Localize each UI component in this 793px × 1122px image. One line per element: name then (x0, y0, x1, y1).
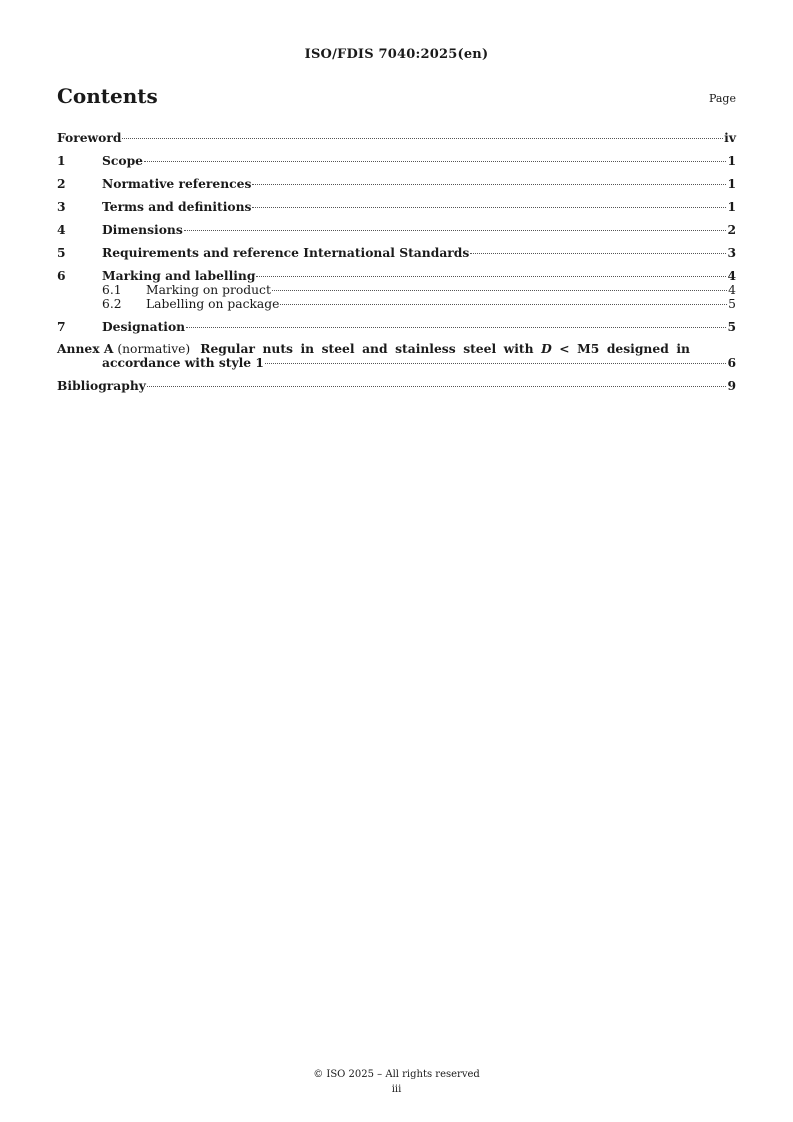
toc-entry-labelling-on-package[interactable] (57, 297, 736, 311)
annex-word: M5 (577, 341, 600, 356)
toc-entry-terms-and-definitions[interactable] (57, 199, 736, 214)
toc-entry-page: 5 (727, 319, 736, 334)
toc-entry-page: 4 (727, 268, 736, 283)
annex-word: designed (606, 341, 669, 356)
dot-leader (186, 327, 726, 328)
toc-entry-number: 6 (57, 268, 66, 283)
toc-entry-title: Labelling on package (146, 297, 280, 311)
annex-title-line-2: accordance with style 1 (102, 355, 264, 370)
toc-entry-title: Bibliography (57, 378, 146, 393)
dot-leader (147, 386, 727, 387)
toc-entry-annex-a[interactable] (57, 342, 736, 370)
toc-entry-page: 6 (727, 355, 736, 370)
toc-entry-designation[interactable] (57, 319, 736, 334)
dot-leader (272, 290, 727, 291)
dot-leader (470, 253, 726, 254)
toc-entry-bibliography[interactable] (57, 378, 736, 393)
toc-entry-title: Marking on product (146, 283, 271, 297)
page-footer (0, 1067, 793, 1097)
toc-entry-page: 1 (727, 153, 736, 168)
toc-entry-number: 5 (57, 245, 66, 260)
toc-entry-page: 3 (727, 245, 736, 260)
annex-word: steel (321, 341, 355, 356)
toc-entry-number: 2 (57, 176, 66, 191)
copyright-notice: © ISO 2025 – All rights reserved (313, 1069, 480, 1080)
table-of-contents (57, 130, 736, 393)
toc-entry-requirements[interactable] (57, 245, 736, 260)
toc-entry-title: Dimensions (102, 222, 183, 237)
toc-entry-page: 1 (727, 176, 736, 191)
toc-entry-marking-and-labelling[interactable] (57, 268, 736, 283)
toc-entry-marking-on-product[interactable] (57, 283, 736, 297)
annex-word: < (559, 341, 570, 356)
toc-entry-number: 3 (57, 199, 66, 214)
document-id: ISO/FDIS 7040:2025(en) (304, 47, 489, 62)
annex-word: with (503, 341, 534, 356)
contents-title: Contents (57, 84, 158, 108)
annex-word: in (676, 341, 690, 356)
annex-word: and (362, 341, 388, 356)
toc-entry-page: 4 (728, 283, 736, 297)
toc-entry-scope[interactable] (57, 153, 736, 168)
toc-entry-dimensions[interactable] (57, 222, 736, 237)
annex-word: Regular (200, 341, 255, 356)
toc-entry-title: Terms and definitions (102, 199, 252, 214)
toc-entry-number: 4 (57, 222, 66, 237)
dot-leader (122, 138, 723, 139)
toc-entry-title: Marking and labelling (102, 268, 256, 283)
annex-label: Annex A (57, 341, 114, 356)
annex-word: in (300, 341, 315, 356)
toc-entry-title: Requirements and reference International Standards (102, 245, 470, 260)
toc-entry-normative-references[interactable] (57, 176, 736, 191)
dot-leader (280, 304, 727, 305)
toc-entry-title: Normative references (102, 176, 252, 191)
annex-word: steel (463, 341, 497, 356)
toc-entry-page: 5 (728, 297, 736, 311)
annex-word: nuts (262, 341, 293, 356)
toc-entry-page: 9 (727, 378, 736, 393)
dot-leader (252, 184, 726, 185)
dot-leader (144, 161, 726, 162)
annex-symbol: D (541, 341, 552, 356)
toc-entry-title: Scope (102, 153, 143, 168)
annex-type: (normative) (117, 342, 191, 356)
toc-entry-number: 7 (57, 319, 66, 334)
contents-heading-row (57, 84, 736, 110)
toc-entry-page: 2 (727, 222, 736, 237)
toc-entry-number: 1 (57, 153, 66, 168)
toc-entry-foreword[interactable] (57, 130, 736, 145)
annex-word: stainless (395, 341, 456, 356)
dot-leader (184, 230, 727, 231)
dot-leader (256, 276, 726, 277)
page-number: iii (391, 1084, 402, 1095)
toc-entry-number: 6.2 (102, 297, 122, 311)
toc-entry-title: Designation (102, 319, 186, 334)
dot-leader (265, 363, 726, 364)
page-column-label: Page (708, 92, 736, 105)
toc-entry-page: 1 (727, 199, 736, 214)
toc-entry-number: 6.1 (102, 283, 122, 297)
toc-entry-title: Foreword (57, 130, 122, 145)
toc-entry-page: iv (724, 130, 736, 145)
annex-title-line-1 (200, 342, 690, 356)
dot-leader (252, 207, 726, 208)
